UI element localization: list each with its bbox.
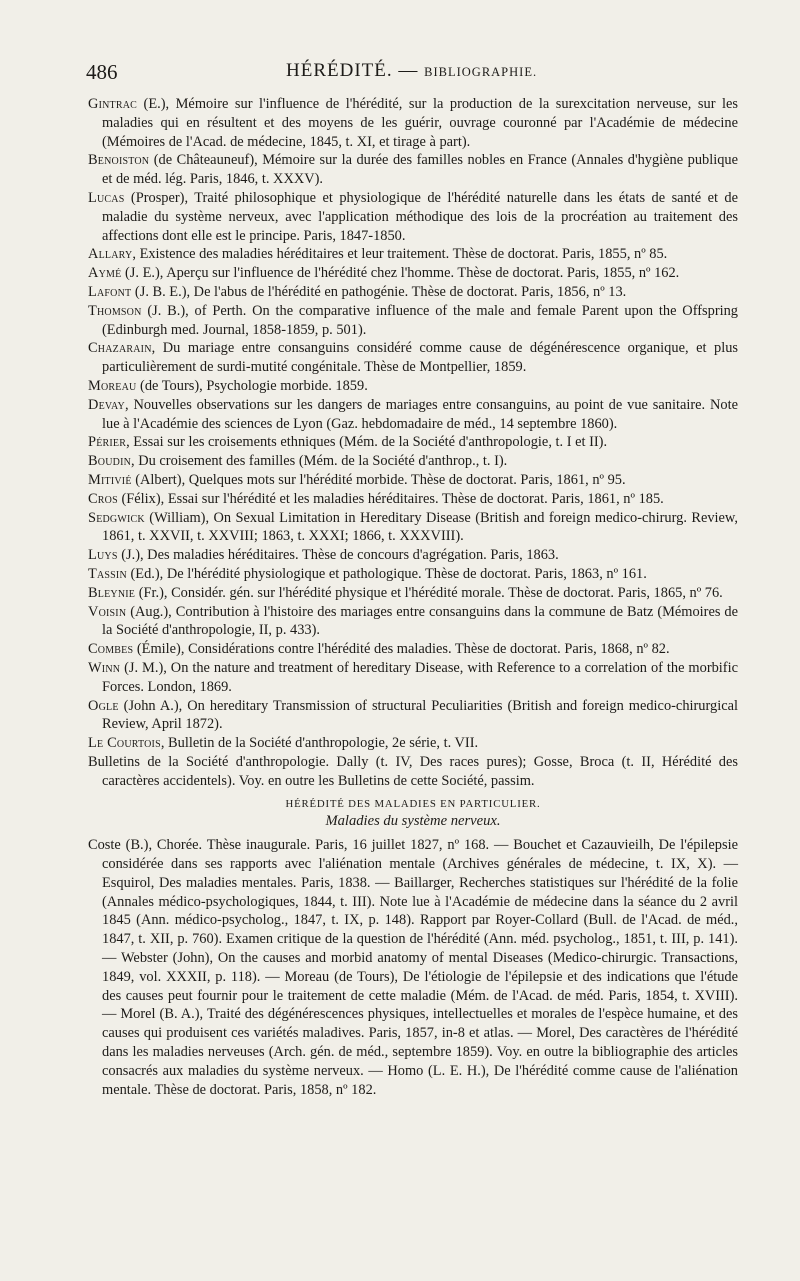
entry-author: Gintrac — [88, 96, 138, 112]
entry-text: (E.), Mémoire sur l'influence de l'hérédité, sur la production de la surexcitation nerveuse, sur les maladies qui en résultent et des moyens de les guérir, ouvrage couronné par l'Académie de médecine (Mémoires de l'Acad. de médecine, 1845, t. XI, et tirage à part). — [102, 96, 738, 150]
entry-author: Sedgwick — [88, 509, 145, 526]
section-heading: HÉRÉDITÉ DES MALADIES EN PARTICULIER. — [285, 798, 541, 811]
entry-author: Lafont — [88, 283, 132, 300]
bibliography-entry — [88, 640, 738, 659]
entry-text: (Albert), Quelques mots sur l'hérédité morbide. Thèse de doctorat. Paris, 1861, nº 95. — [131, 471, 626, 488]
bibliography-entry — [88, 95, 738, 151]
entry-author: Le Courtois — [88, 735, 161, 752]
entry-text: (de Tours), Psychologie morbide. 1859. — [136, 377, 368, 394]
entry-author: Aymé — [88, 265, 122, 282]
entry-author: Tassin — [88, 565, 127, 582]
bibliography-entry — [88, 151, 738, 189]
entry-text: (Aug.), Contribution à l'histoire des mariages entre consanguins dans la commune de Batz (Mémoires de la Société d'anthropologie, II, p. 433). — [102, 603, 738, 639]
bibliography-entry — [88, 264, 738, 283]
entry-text: , Du croisement des familles (Mém. de la Société d'anthrop., t. I). — [131, 453, 508, 470]
entry-text: (William), On Sexual Limitation in Hereditary Disease (British and foreign medico-chirurg. Review, 1861, t. XXVII, t. XXVIII; 1863, t. XXXI; 1866, t. XXXVIII). — [102, 509, 738, 545]
bibliography-entry — [88, 659, 738, 697]
bibliography-entry — [88, 603, 738, 641]
entry-text: , Nouvelles observations sur les dangers de mariages entre consanguins, au point de vue sanitaire. Note lue à l'Académie des sciences de Lyon (Gaz. hebdomadaire de méd., 14 septembre 1860). — [102, 396, 738, 432]
bibliography-content — [88, 95, 738, 1099]
bibliography-entry — [88, 302, 738, 340]
entry-text: (J. M.), On the nature and treatment of hereditary Disease, with Reference to a correlation of the morbific Forces. London, 1869. — [102, 659, 738, 695]
entry-author: Luys — [88, 547, 118, 564]
bibliography-entry — [88, 283, 738, 302]
bibliography-entry — [88, 565, 738, 584]
title-text: HÉRÉDITÉ. — [286, 60, 393, 81]
section-paragraph: Coste (B.), Chorée. Thèse inaugurale. Paris, 16 juillet 1827, nº 168. — Bouchet et Cazauvieilh, De l'épilepsie considérée dans ses rapports avec l'aliénation mentale (Archives générales de médecine, t. IX, X). — Esquirol, Des maladies mentales. Paris, 1838. — Baillarger, Recherches statistiques sur l'hérédité de la folie (Annales médico-psychologiques, 1844, t. III). Note lue à l'Académie de médecine dans la séance du 2 avril 1845 (Ann. médico-psycholog., 1847, t. IX, p. 148). Rapport par Royer-Collard (Bull. de l'Acad. de méd., 1847, t. XII, p. 760). Examen critique de la question de l'hérédité (Ann. méd. psycholog., 1851, t. III, p. 141). — Webster (John), On the causes and morbid anatomy of mental Diseases (Medico-chirurgic. Transactions, 1849, vol. XXXII, p. 118). — Moreau (de Tours), De l'étiologie de l'épilepsie et des indications que l'étude des causes peut fournir pour le traitement de cette maladie (Mém. de l'Acad. de méd. Paris, 1854, t. XVIII). — Morel (B. A.), Traité des dégénérescences physiques, intellectuelles et morales de l'espèce humaine, et des causes qui produisent ces variétés maladives. Paris, 1857, in-8 et atlas. — Morel, Des caractères de l'hérédité dans les maladies nerveuses (Arch. gén. de méd., septembre 1859). Voy. en outre la bibliographie des articles consacrés aux maladies du système nerveux. — Homo (L. E. H.), De l'hérédité comme cause de l'aliénation mentale. Thèse de doctorat. Paris, 1858, nº 182. — [88, 837, 738, 1098]
entry-author: Voisin — [88, 603, 127, 620]
bibliography-entry — [88, 697, 738, 735]
subtitle-text: BIBLIOGRAPHIE. — [424, 65, 538, 79]
entry-author: Allary — [88, 246, 133, 263]
bibliography-entry — [88, 471, 738, 490]
entry-author: Bleynie — [88, 584, 136, 601]
bibliography-entry — [88, 753, 738, 791]
bibliography-entry — [88, 377, 738, 396]
entry-author: Benoiston — [88, 152, 150, 169]
entry-author: Périer — [88, 434, 127, 451]
entry-author: Devay — [88, 396, 125, 413]
entry-text: (J. B. E.), De l'abus de l'hérédité en pathogénie. Thèse de doctorat. Paris, 1856, nº 13. — [131, 283, 627, 300]
bibliography-entry — [88, 509, 738, 547]
bibliography-list — [88, 95, 738, 790]
bibliography-entry — [88, 433, 738, 452]
entry-text: (Félix), Essai sur l'hérédité et les maladies héréditaires. Thèse de doctorat. Paris, 1861, nº 185. — [117, 490, 664, 507]
page-number: 486 — [86, 60, 118, 84]
entry-text: (John A.), On hereditary Transmission of structural Peculiarities (British and foreign medico-chirurgical Review, April 1872). — [102, 697, 738, 733]
entry-author: Chazarain — [88, 340, 152, 357]
entry-author: Boudin — [88, 453, 132, 470]
entry-author: Combes — [88, 641, 134, 658]
bibliography-entry — [88, 734, 738, 753]
bibliography-entry — [88, 584, 738, 603]
entry-text: (J. E.), Aperçu sur l'influence de l'hérédité chez l'homme. Thèse de doctorat. Paris, 1855, nº 162. — [121, 265, 680, 282]
entry-text: , Du mariage entre consanguins considéré comme cause de dégénérescence organique, et plus particulièrement de surdi-mutité congénitale. Thèse de Montpellier, 1859. — [102, 340, 738, 376]
entry-text: (Émile), Considérations contre l'hérédité des maladies. Thèse de doctorat. Paris, 1868, nº 82. — [133, 641, 670, 658]
bibliography-entry — [88, 546, 738, 565]
bibliography-entry — [88, 245, 738, 264]
entry-text: (J. B.), of Perth. On the comparative influence of the male and female Parent upon the Offspring (Edinburgh med. Journal, 1858-1859, p. 501). — [102, 302, 738, 338]
subsection-heading: Maladies du système nerveux. — [325, 813, 501, 830]
bibliography-entry — [88, 396, 738, 434]
entry-text: (de Châteauneuf), Mémoire sur la durée des familles nobles en France (Annales d'hygiène publique et de méd. lég. Paris, 1846, t. XXXV). — [102, 152, 738, 188]
running-title — [286, 60, 537, 82]
entry-author: Lucas — [88, 189, 125, 206]
entry-text: , Existence des maladies héréditaires et leur traitement. Thèse de doctorat. Paris, 1855, nº 85. — [132, 246, 668, 263]
bibliography-entry — [88, 490, 738, 509]
entry-text: (J.), Des maladies héréditaires. Thèse de concours d'agrégation. Paris, 1863. — [117, 547, 559, 564]
entry-text: (Ed.), De l'hérédité physiologique et pathologique. Thèse de doctorat. Paris, 1863, nº 161. — [126, 565, 647, 582]
entry-author: Mitivié — [88, 471, 132, 488]
entry-author: Ogle — [88, 697, 119, 714]
bibliography-entry — [88, 452, 738, 471]
entry-author: Thomson — [88, 302, 142, 319]
entry-text: Bulletins de la Société d'anthropologie. Dally (t. IV, Des races pures); Gosse, Broca (t. II, Hérédité des caractères accidentels). Voy. en outre les Bulletins de cette Société, passim. — [88, 753, 738, 789]
entry-author: Winn — [88, 659, 121, 676]
entry-text: (Fr.), Considér. gén. sur l'hérédité physique et l'hérédité morale. Thèse de doctorat. Paris, 1865, nº 76. — [135, 584, 723, 601]
entry-text: , Bulletin de la Société d'anthropologie, 2e série, t. VII. — [160, 735, 479, 752]
bibliography-entry — [88, 339, 738, 377]
running-head — [86, 60, 740, 86]
entry-text: , Essai sur les croisements ethniques (Mém. de la Société d'anthropologie, t. I et II). — [126, 434, 608, 451]
title-dash: — — [392, 60, 425, 81]
bibliography-entry — [88, 189, 738, 245]
entry-author: Moreau — [88, 377, 137, 394]
entry-author: Cros — [88, 490, 118, 507]
entry-text: (Prosper), Traité philosophique et physiologique de l'hérédité naturelle dans les états de santé et de maladie du système nerveux, avec l'application méthodique des lois de la procréation au traitement des affections dont elle est le principe. Paris, 1847-1850. — [102, 189, 738, 244]
